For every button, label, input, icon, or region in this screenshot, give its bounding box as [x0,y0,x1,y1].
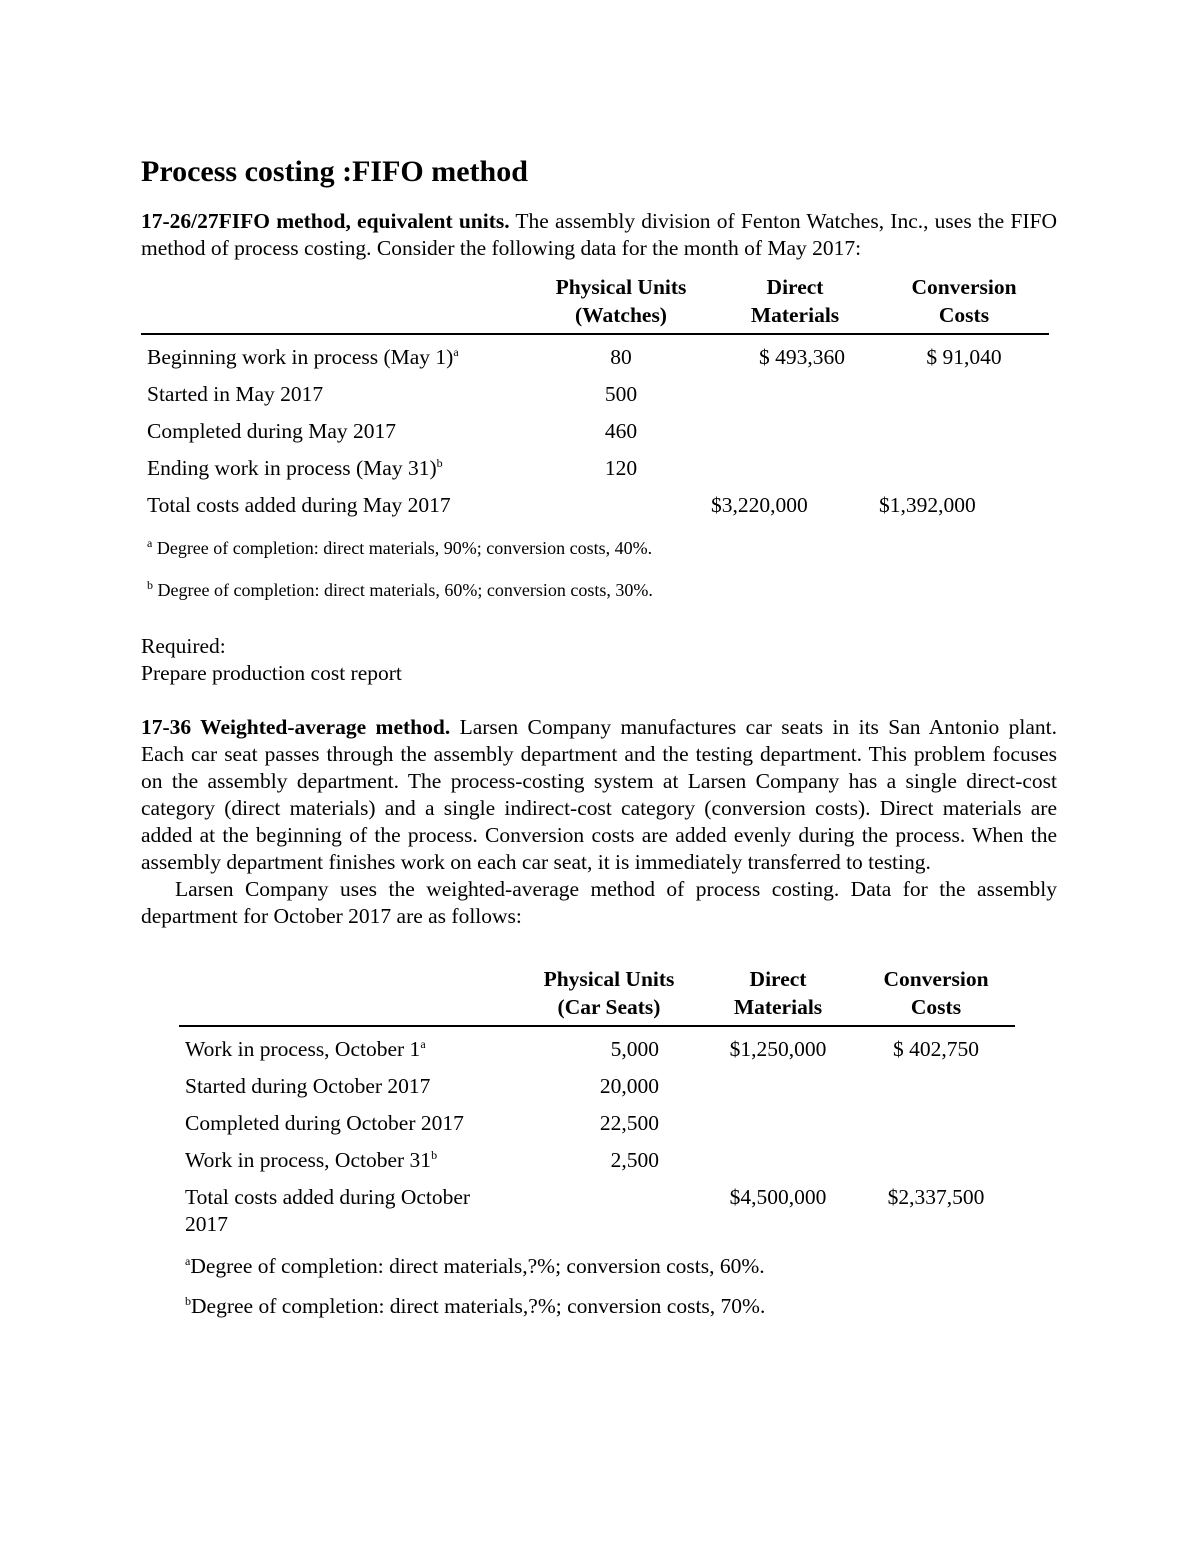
table-row: Started in May 2017 500 [147,382,638,406]
problem2-text: Larsen Company manufactures car seats in its San Antonio plant. Each car seat passes through the assembly department and the testing department. This problem focuses on the assembly department. The process-costing system at Larsen Company has a single direct-cost category (direct materials) and a single indirect-cost category (conversion costs). Direct materials are added at the beginning of the process. Conversion costs are added evenly during the process. When the assembly department finishes work on each car seat, it is immediately transferred to testing. [141,715,1057,874]
problem1-text: The assembly division of Fenton Watches, Inc., uses the FIFO method of process costing. Consider the following data for the month of May 2017: [141,209,1057,260]
table-row: Ending work in process (May 31)$^b$ 120 [147,455,638,480]
table-row: Work in process, October 31$^b$ 2,500 [185,1147,659,1172]
problem1-heading: 17-26/27FIFO method, equivalent units. [141,209,510,233]
table-row: Total costs added during October 2017 $4,500,000 $2,337,500 [185,1185,985,1236]
required-label: Required: [141,634,226,658]
footnote-b: $^b$ Degree of completion: direct materials, 60%; conversion costs, 30%. [147,578,653,600]
table-row: Completed during October 2017 22,500 [185,1111,659,1135]
problem2-text-2: Larsen Company uses the weighted-average method of process costing. Data for the assembly department for October 2017 are as follows: [141,877,1057,928]
header-direct-materials: Direct Materials [750,275,840,327]
problem2-heading: 17-36 Weighted-average method. [141,715,451,739]
header-physical-units: Physical Units (Watches) [555,275,687,327]
header-conversion-costs: Conversion Costs [883,967,989,1019]
table-row: Started during October 2017 20,000 [185,1074,659,1098]
table-row: Beginning work in process (May 1)$^a$ 80 $ 493,360 $ 91,040 [147,344,1002,369]
problem2-table [179,964,1015,1325]
required-text: Prepare production cost report [141,661,402,685]
document-page [141,150,1057,1325]
header-physical-units: Physical Units (Car Seats) [543,967,675,1019]
problem2-intro [141,714,1057,876]
table-row: Total costs added during May 2017 $3,220,000 $1,392,000 [147,493,976,517]
header-conversion-costs: Conversion Costs [911,275,1017,327]
header-direct-materials: Direct Materials [733,967,823,1019]
footnote-a: $^a$ Degree of completion: direct materials, 90%; conversion costs, 40%. [147,536,653,558]
table-row: Work in process, October 1$^a$ 5,000 $1,250,000 $ 402,750 [185,1036,979,1061]
page-title: Process costing :FIFO method [141,155,528,188]
problem1-intro [141,208,1057,262]
footnote-a: $^a$Degree of completion: direct materials,?%; conversion costs, 60%. [185,1253,765,1278]
problem1-table [141,272,1049,609]
footnote-b: $^b$Degree of completion: direct materials,?%; conversion costs, 70%. [185,1293,766,1318]
table-row: Completed during May 2017 460 [147,419,638,443]
